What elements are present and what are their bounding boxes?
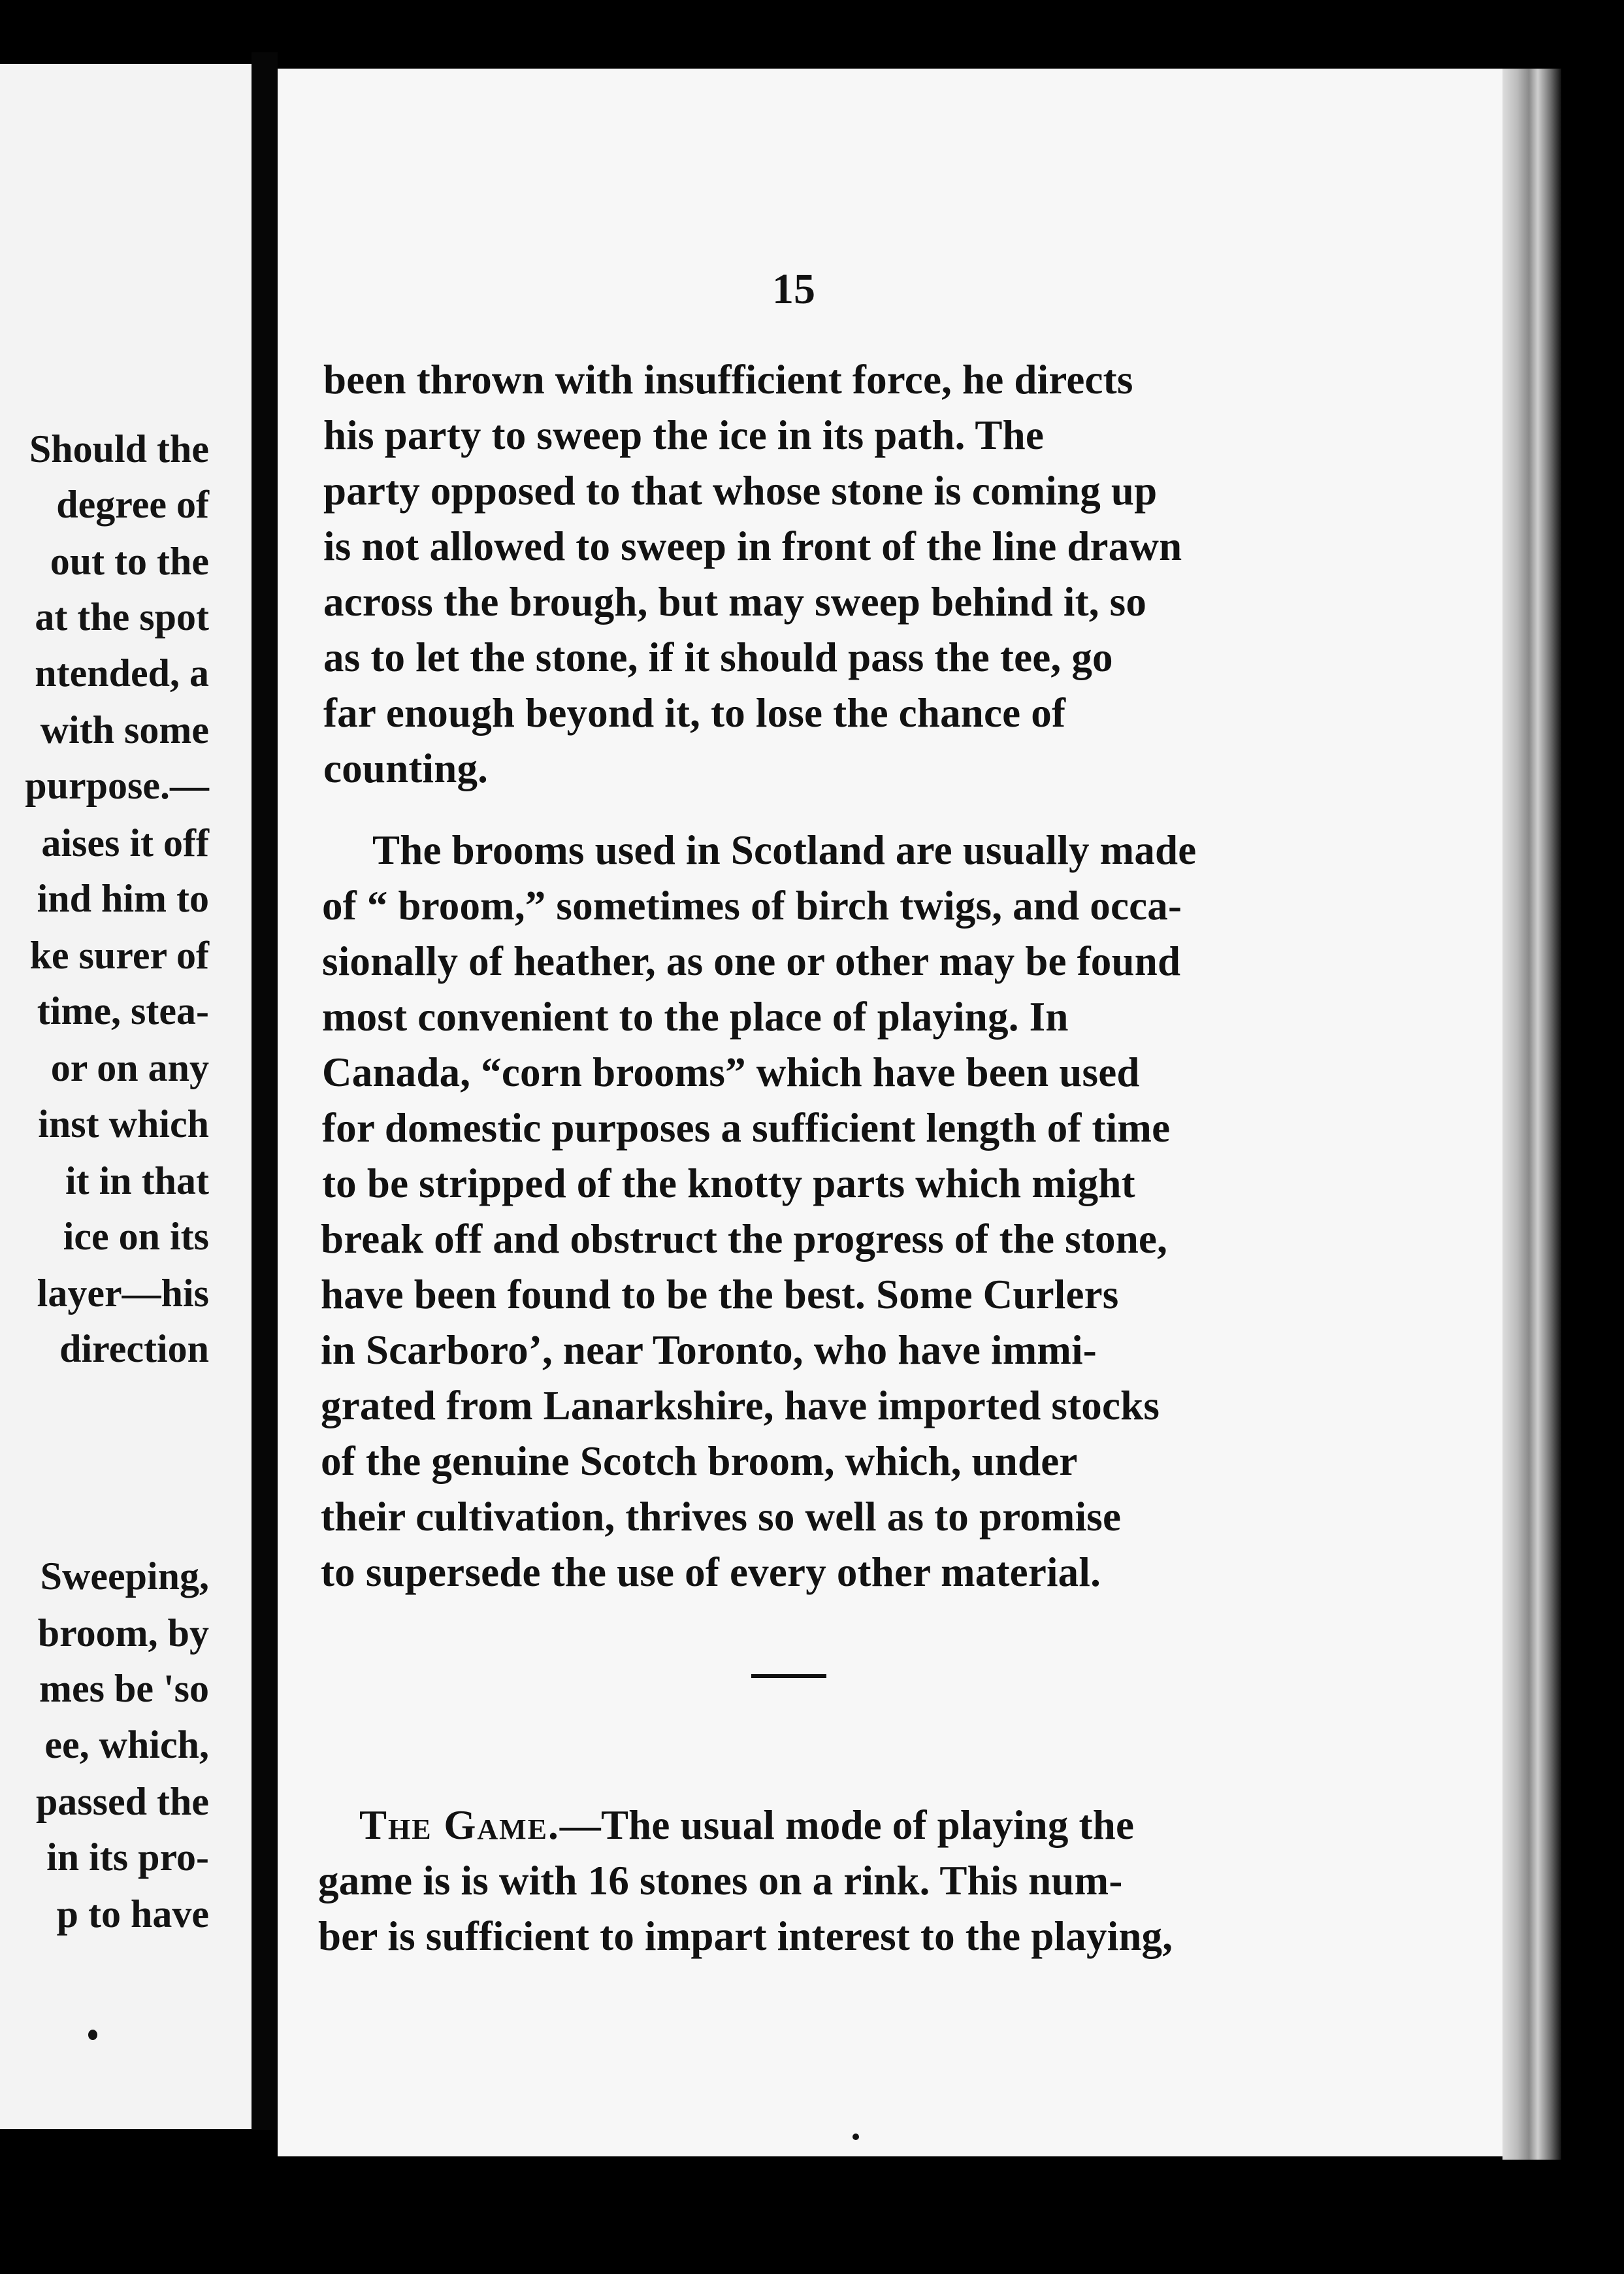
left-line: inst which: [38, 1102, 209, 1145]
left-line: in its pro-: [46, 1836, 209, 1879]
text-line: his party to sweep the ice in its path. The: [323, 412, 1044, 458]
left-line: p to have: [56, 1892, 209, 1936]
text-line: break off and obstruct the progress of the stone,: [321, 1216, 1168, 1262]
left-line: with some: [40, 708, 209, 751]
text-line: of “ broom,” sometimes of birch twigs, and occa-: [322, 883, 1182, 929]
left-line: or on any: [50, 1046, 209, 1089]
section-heading: The Game.: [359, 1802, 560, 1848]
left-line: ee, which,: [44, 1723, 209, 1766]
text-line: [359, 1802, 1134, 1849]
left-line: passed the: [35, 1780, 209, 1823]
left-line: mes be 'so: [39, 1667, 209, 1710]
text-line: game is is with 16 stones on a rink. This num-: [318, 1858, 1123, 1903]
left-line: broom, by: [37, 1611, 209, 1655]
left-line: Should the: [29, 427, 209, 470]
text-line: is not allowed to sweep in front of the line drawn: [323, 523, 1182, 569]
section-divider: [751, 1674, 826, 1678]
ink-speck: [88, 2030, 97, 2040]
left-line: ice on its: [63, 1215, 209, 1258]
text-line: party opposed to that whose stone is coming up: [323, 468, 1158, 514]
left-page: [0, 64, 252, 2129]
text-line: as to let the stone, if it should pass the tee, go: [323, 634, 1113, 680]
left-line: ind him to: [37, 877, 209, 920]
page-number: 15: [772, 265, 815, 313]
left-line: layer—his: [37, 1272, 209, 1315]
left-line: it in that: [65, 1159, 209, 1202]
text-line: Canada, “corn brooms” which have been used: [322, 1049, 1140, 1095]
text-line: grated from Lanarkshire, have imported stocks: [321, 1383, 1160, 1428]
left-line: ntended, a: [35, 651, 209, 695]
text-line: The brooms used in Scotland are usually made: [372, 827, 1197, 873]
left-line: time, stea-: [37, 989, 209, 1032]
left-line: degree of: [56, 483, 209, 526]
text-line: to be stripped of the knotty parts which might: [322, 1161, 1135, 1206]
text-line: of the genuine Scotch broom, which, under: [321, 1438, 1078, 1484]
left-line: purpose.—: [25, 764, 209, 807]
text-line: far enough beyond it, to lose the chance of: [323, 690, 1066, 736]
left-line: Sweeping,: [40, 1555, 209, 1598]
ink-speck: [853, 2134, 859, 2140]
text-line: their cultivation, thrives so well as to promise: [321, 1494, 1122, 1540]
text-line-continuation: —The usual mode of playing the: [559, 1802, 1135, 1848]
text-line: across the brough, but may sweep behind it, so: [323, 579, 1147, 625]
text-line: counting.: [323, 746, 489, 791]
left-line: direction: [59, 1327, 209, 1370]
left-line: aises it off: [41, 821, 209, 865]
text-line: have been found to be the best. Some Curlers: [321, 1272, 1119, 1317]
text-line: for domestic purposes a sufficient length of time: [322, 1105, 1171, 1151]
text-line: ber is sufficient to impart interest to the playing,: [318, 1913, 1173, 1959]
text-line: in Scarboro’, near Toronto, who have immi-: [321, 1327, 1097, 1373]
text-line: sionally of heather, as one or other may be found: [322, 938, 1181, 984]
page-edge: [1502, 69, 1561, 2160]
left-line: at the spot: [35, 595, 209, 638]
left-line: out to the: [50, 540, 209, 583]
right-page: [278, 69, 1529, 2156]
book-gutter: [252, 52, 278, 2130]
text-line: most convenient to the place of playing. In: [322, 994, 1069, 1040]
text-line: been thrown with insufficient force, he directs: [323, 357, 1133, 403]
text-line: to supersede the use of every other material.: [321, 1549, 1101, 1595]
left-line: ke surer of: [29, 934, 209, 977]
